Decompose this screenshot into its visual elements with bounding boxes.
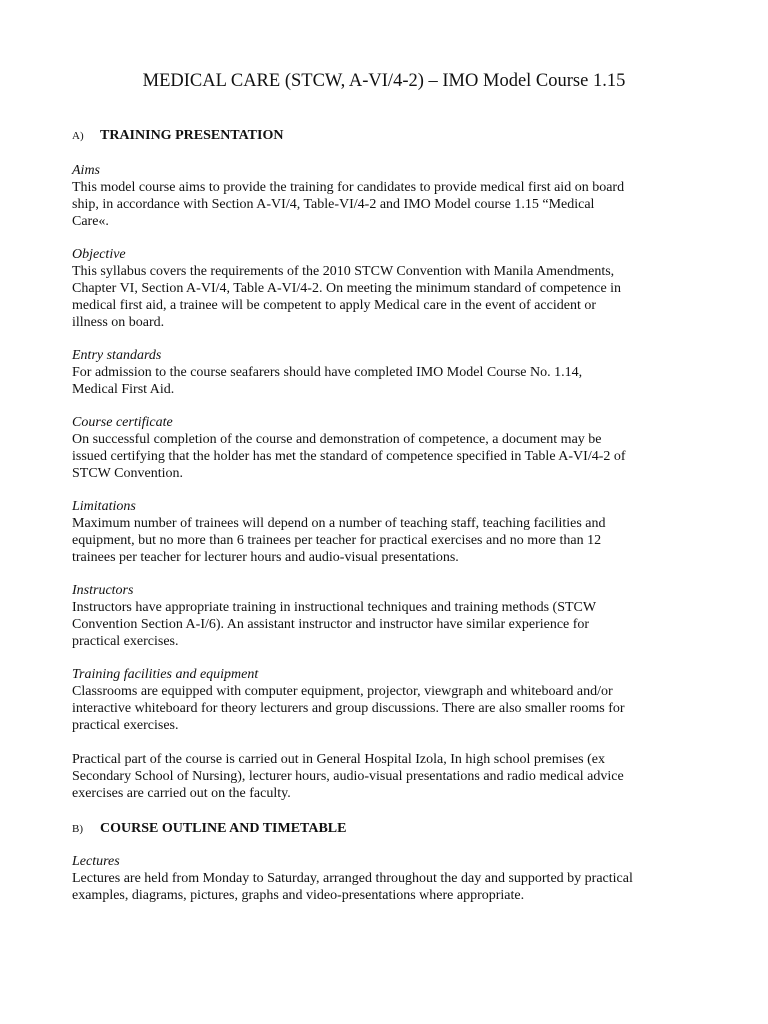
paragraph-line: Practical part of the course is carried out in General Hospital Izola, In high school premises (ex — [72, 752, 605, 767]
lectures-subheading: Lectures — [72, 854, 120, 869]
aims-block — [72, 162, 702, 230]
instructors-block — [72, 582, 702, 650]
entry-standards-subheading: Entry standards — [72, 348, 162, 363]
paragraph-line: Secondary School of Nursing), lecturer hours, audio-visual presentations and radio medical advice — [72, 769, 624, 784]
paragraph-line: Chapter VI, Section A-VI/4, Table A-VI/4-2. On meeting the minimum standard of competence in — [72, 281, 622, 296]
paragraph-line: Classrooms are equipped with computer equipment, projector, viewgraph and whiteboard and/or — [72, 684, 613, 699]
limitations-subheading: Limitations — [72, 499, 136, 514]
paragraph-line: Care«. — [72, 214, 109, 229]
paragraph-line: On successful completion of the course and demonstration of competence, a document may be — [72, 432, 602, 447]
section-a-marker: A) — [72, 130, 84, 142]
objective-subheading: Objective — [72, 247, 126, 262]
section-a-title: TRAINING PRESENTATION — [100, 128, 284, 143]
paragraph-line: trainees per teacher for lecturer hours and audio-visual presentations. — [72, 550, 459, 565]
paragraph-line: exercises are carried out on the faculty. — [72, 786, 291, 801]
paragraph-line: Medical First Aid. — [72, 382, 175, 397]
aims-subheading: Aims — [72, 163, 100, 178]
instructors-subheading: Instructors — [72, 583, 134, 598]
objective-block — [72, 246, 702, 331]
paragraph-line: medical first aid, a trainee will be competent to apply Medical care in the event of accident or — [72, 298, 597, 313]
course-certificate-subheading: Course certificate — [72, 415, 173, 430]
paragraph-line: practical exercises. — [72, 634, 179, 649]
paragraph-line: Instructors have appropriate training in instructional techniques and training methods (STCW — [72, 600, 597, 615]
paragraph-line: practical exercises. — [72, 718, 179, 733]
training-facilities-subheading: Training facilities and equipment — [72, 667, 259, 682]
section-a-heading — [72, 126, 283, 146]
paragraph-line: Maximum number of trainees will depend on a number of teaching staff, teaching facilities and — [72, 516, 606, 531]
entry-standards-block — [72, 347, 702, 398]
section-b-heading — [72, 819, 346, 839]
section-b-marker: B) — [72, 823, 83, 835]
document-title: MEDICAL CARE (STCW, A-VI/4-2) – IMO Model Course 1.15 — [142, 71, 626, 91]
paragraph-line: For admission to the course seafarers should have completed IMO Model Course No. 1.14, — [72, 365, 583, 380]
paragraph-line: examples, diagrams, pictures, graphs and video-presentations where appropriate. — [72, 888, 525, 903]
paragraph-line: issued certifying that the holder has met the standard of competence specified in Table A-VI/4-2 of — [72, 449, 626, 464]
paragraph-line: This model course aims to provide the training for candidates to provide medical first aid on board — [72, 180, 625, 195]
paragraph-line: Lectures are held from Monday to Saturday, arranged throughout the day and supported by practical — [72, 871, 633, 886]
lectures-block — [72, 853, 702, 904]
paragraph-line: This syllabus covers the requirements of the 2010 STCW Convention with Manila Amendments, — [72, 264, 615, 279]
paragraph-line: interactive whiteboard for theory lecturers and group discussions. There are also smaller rooms for — [72, 701, 625, 716]
practical-part-block — [72, 751, 702, 802]
paragraph-line: illness on board. — [72, 315, 165, 330]
section-b-title: COURSE OUTLINE AND TIMETABLE — [100, 821, 347, 836]
course-certificate-block — [72, 414, 702, 482]
paragraph-line: equipment, but no more than 6 trainees per teacher for practical exercises and no more than 12 — [72, 533, 602, 548]
training-facilities-block — [72, 666, 702, 734]
paragraph-line: STCW Convention. — [72, 466, 183, 481]
paragraph-line: ship, in accordance with Section A-VI/4, Table-VI/4-2 and IMO Model course 1.15 “Medical — [72, 197, 595, 212]
limitations-block — [72, 498, 702, 566]
paragraph-line: Convention Section A-I/6). An assistant instructor and instructor have similar experience for — [72, 617, 590, 632]
